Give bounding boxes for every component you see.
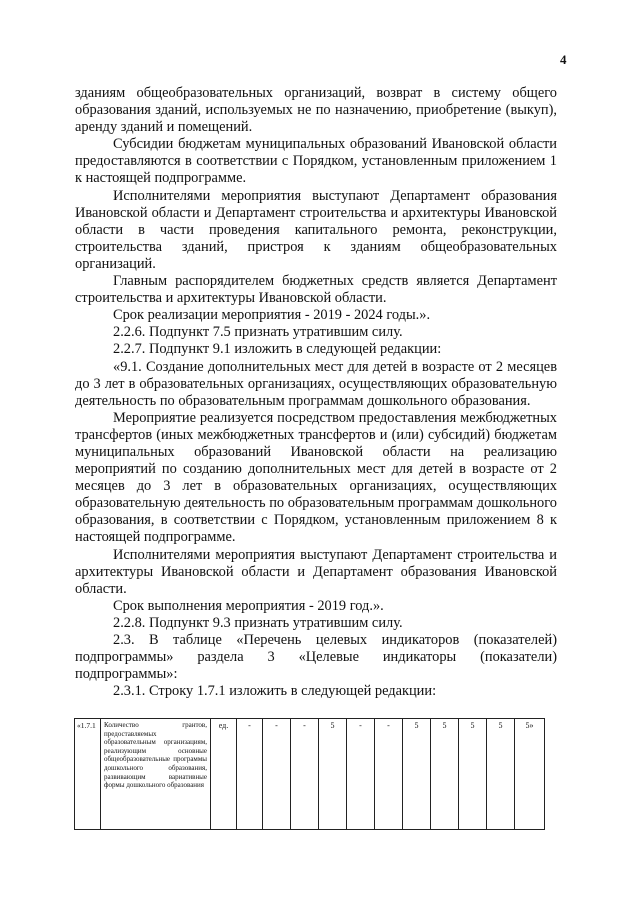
value-cell: 5 — [431, 719, 459, 830]
value-cell: 5 — [487, 719, 515, 830]
indicator-name-cell: Количество грантов, предоставляемых образовательным организациям, реализующим основные общеобразовательные программы дошкольного образования, развивающим вариативные формы дошкольного образования — [101, 719, 211, 830]
paragraph: Мероприятие реализуется посредством предоставления межбюджетных трансфертов (иных межбюджетных трансфертов и (или) субсидий) бюджетам муниципальных образований Ивановской области на реализацию мероприятий по созданию дополнительных мест для детей в возрасте от 2 месяцев до 3 лет в образовательных организациях, осуществляющих образовательную деятельность по образовательным программам дошкольного образования, в соответствии с Порядком, установленным приложением 8 к настоящей подпрограмме. — [75, 409, 557, 546]
value-cell: - — [237, 719, 263, 830]
value-cell: - — [375, 719, 403, 830]
value-cell: - — [347, 719, 375, 830]
paragraph: Субсидии бюджетам муниципальных образований Ивановской области предоставляются в соответствии с Порядком, установленным приложением 1 к настоящей подпрограмме. — [75, 136, 557, 187]
page-number: 4 — [560, 52, 567, 67]
paragraph: 2.3. В таблице «Перечень целевых индикаторов (показателей) подпрограммы» раздела 3 «Целевые индикаторы (показатели) подпрограммы»: — [75, 632, 557, 683]
value-cell: - — [291, 719, 319, 830]
unit-cell: ед. — [211, 719, 237, 830]
paragraph: Срок выполнения мероприятия - 2019 год.». — [113, 597, 384, 614]
value-cell: 5» — [515, 719, 545, 830]
indicator-table-wrapper — [74, 718, 545, 830]
paragraph: зданиям общеобразовательных организаций, возврат в систему общего образования зданий, используемых не по назначению, приобретение (выкуп), аренду зданий и помещений. — [75, 85, 557, 136]
paragraph: 2.2.7. Подпункт 9.1 изложить в следующей редакции: — [113, 341, 442, 358]
paragraph: 2.2.8. Подпункт 9.3 признать утратившим силу. — [113, 614, 403, 631]
row-number-cell: «1.7.1 — [75, 719, 101, 830]
paragraph: Срок реализации мероприятия - 2019 - 2024 годы.». — [113, 307, 431, 324]
paragraph: 2.3.1. Строку 1.7.1 изложить в следующей редакции: — [113, 683, 437, 700]
paragraph: «9.1. Создание дополнительных мест для детей в возрасте от 2 месяцев до 3 лет в образовательных организациях, осуществляющих образовательную деятельность по образовательным программам дошкольного образования. — [75, 358, 557, 409]
indicator-table — [74, 718, 545, 830]
body-text — [75, 85, 557, 700]
paragraph: Исполнителями мероприятия выступают Департамент образования Ивановской области и Департамент строительства и архитектуры Ивановской области в части проведения капитального ремонта, реконструкции, строительства зданий, пристроя к зданиям общеобразовательных организаций. — [75, 187, 557, 272]
paragraph: Главным распорядителем бюджетных средств является Департамент строительства и архитектуры Ивановской области. — [75, 273, 557, 307]
table-row — [75, 719, 545, 830]
paragraph: Исполнителями мероприятия выступают Департамент строительства и архитектуры Ивановской области и Департамент образования Ивановской области. — [75, 546, 557, 597]
value-cell: 5 — [459, 719, 487, 830]
value-cell: 5 — [403, 719, 431, 830]
value-cell: - — [263, 719, 291, 830]
paragraph: 2.2.6. Подпункт 7.5 признать утратившим силу. — [113, 324, 403, 341]
value-cell: 5 — [319, 719, 347, 830]
